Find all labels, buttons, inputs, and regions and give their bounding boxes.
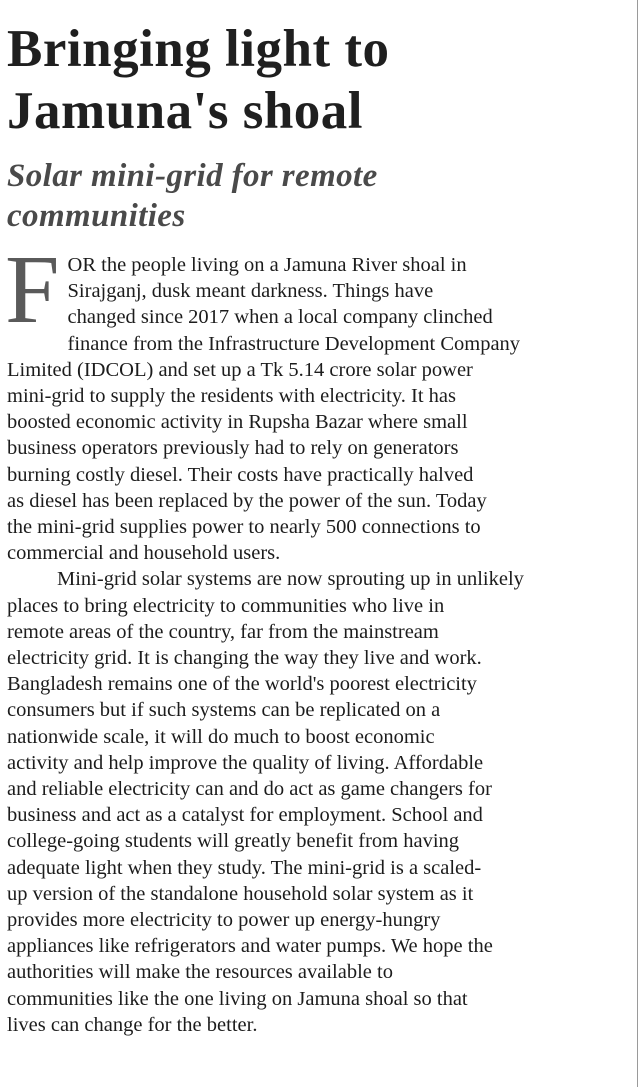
body-line: business and act as a catalyst for employment. School and [7,804,483,827]
body-line: appliances like refrigerators and water pumps. We hope the [7,935,493,958]
body-line: communities like the one living on Jamuna shoal so that [7,987,468,1010]
body-line: as diesel has been replaced by the power of the sun. Today [7,489,487,512]
body-line: mini-grid to supply the residents with electricity. It has [7,385,457,408]
body-line: Bangladesh remains one of the world's poorest electricity [7,673,477,696]
paragraph-1 [5,236,599,566]
subheadline [7,156,627,236]
body-line: consumers but if such systems can be replicated on a [7,699,441,722]
headline [7,18,627,142]
body-line: boosted economic activity in Rupsha Bazar where small [7,411,468,434]
body-line: authorities will make the resources available to [7,961,393,984]
body-line: adequate light when they study. The mini-grid is a scaled- [7,856,482,879]
body-line: places to bring electricity to communities who live in [7,594,445,617]
body-line: Sirajganj, dusk meant darkness. Things have [67,280,434,303]
body-line: Limited (IDCOL) and set up a Tk 5.14 crore solar power [7,358,473,381]
body-line: finance from the Infrastructure Development Company [67,332,521,355]
body-line: OR the people living on a Jamuna River shoal in [67,254,467,276]
subheadline-line: communities [7,198,186,234]
body-line: changed since 2017 when a local company clinched [67,306,493,329]
paragraph-2 [7,566,599,1038]
body-line: remote areas of the country, far from the mainstream [7,620,439,643]
body-line: Mini-grid solar systems are now sprouting up in unlikely [57,568,524,591]
body-line: nationwide scale, it will do much to boost economic [7,725,435,748]
body-line: activity and help improve the quality of living. Affordable [7,751,484,774]
body-line: provides more electricity to power up energy-hungry [7,909,441,932]
headline-line: Jamuna's shoal [7,82,364,140]
body-line: up version of the standalone household solar system as it [7,882,474,905]
body-line: electricity grid. It is changing the way they live and work. [7,647,482,670]
body-line: college-going students will greatly benefit from having [7,830,460,853]
body-line: and reliable electricity can and do act as game changers for [7,778,492,801]
body-line: the mini-grid supplies power to nearly 500 connections to [7,516,481,539]
body-line: burning costly diesel. Their costs have practically halved [7,463,474,486]
body-line: commercial and household users. [7,542,281,565]
drop-cap: F [5,236,60,344]
headline-line: Bringing light to [7,20,390,78]
body-line: lives can change for the better. [7,1013,258,1036]
subheadline-line: Solar mini-grid for remote [7,158,378,194]
article-body [5,236,599,1038]
body-line: business operators previously had to rely on generators [7,437,459,460]
